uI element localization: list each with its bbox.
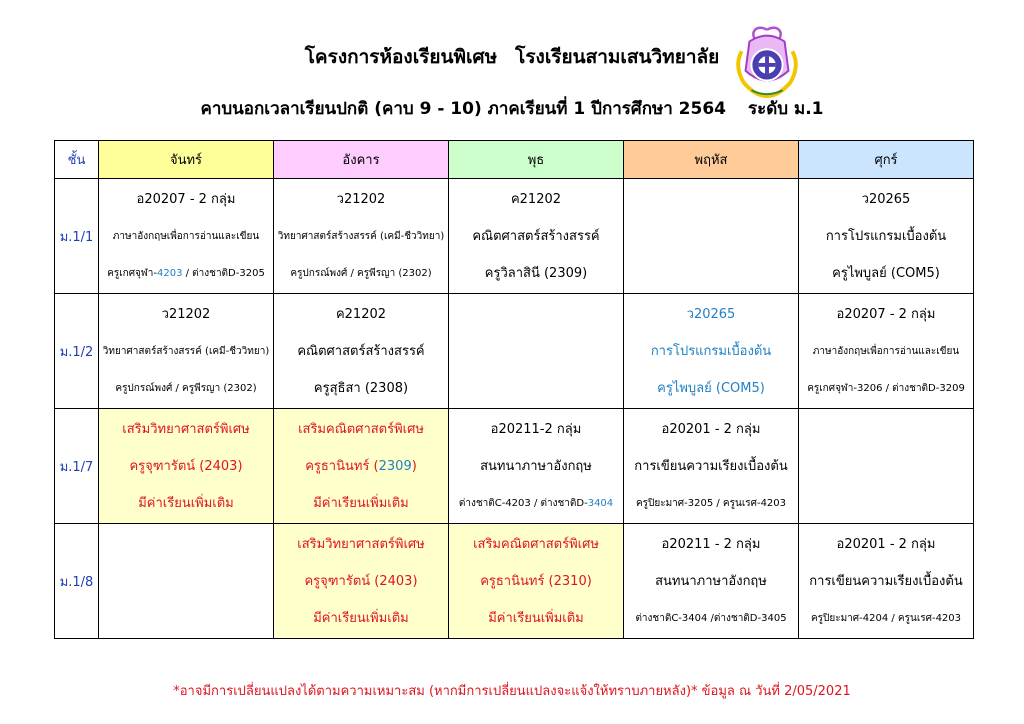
schedule-cell [274, 179, 449, 294]
schedule-cell [449, 179, 624, 294]
empty-cell [449, 294, 624, 409]
extra-fee-note: มีค่าเรียนเพิ่มเติม [488, 610, 584, 626]
course-name: สนทนาภาษาอังกฤษ [655, 573, 767, 589]
schedule-cell [799, 524, 974, 639]
day-header-wednesday: พุธ [449, 141, 624, 179]
teacher-room: ต่างชาติC-3404 /ต่างชาติD-3405 [635, 612, 787, 624]
teacher-room: ครูปกรณ์พงศ์ / ครูพีรญา (2302) [115, 382, 257, 394]
course-code: ค21202 [335, 306, 387, 322]
empty-cell [624, 179, 799, 294]
course-name: การเขียนความเรียงเบื้องต้น [634, 458, 788, 474]
table-row [55, 294, 974, 409]
schedule-cell [799, 179, 974, 294]
teacher-room [449, 485, 623, 522]
schedule-cell [449, 409, 624, 524]
grade-label: ม.1/8 [55, 524, 99, 639]
course-name: คณิตศาสตร์สร้างสรรค์ [472, 228, 600, 244]
teacher-room [274, 448, 448, 485]
teacher-room: ครูวิลาสินี (2309) [484, 265, 588, 281]
school-name: โรงเรียนสามเสนวิทยาลัย [515, 46, 720, 68]
teacher-text-2: ) [411, 458, 417, 474]
schedule-cell [624, 409, 799, 524]
course-code: อ20211-2 กลุ่ม [490, 421, 582, 437]
extra-fee-note: มีค่าเรียนเพิ่มเติม [313, 495, 409, 511]
course-name: ภาษาอังกฤษเพื่อการอ่านและเขียน [112, 230, 260, 242]
grade-label: ม.1/2 [55, 294, 99, 409]
course-name: วิทยาศาสตร์สร้างสรรค์ (เคมี-ชีววิทยา) [277, 230, 445, 242]
room-number: 4203 [156, 267, 183, 279]
schedule-cell [624, 294, 799, 409]
schedule-cell [449, 524, 624, 639]
day-header-tuesday: อังคาร [274, 141, 449, 179]
empty-cell [799, 409, 974, 524]
course-name: เสริมวิทยาศาสตร์พิเศษ [297, 536, 425, 552]
table-row [55, 179, 974, 294]
course-name: การโปรแกรมเบื้องต้น [650, 343, 772, 359]
grade-level: ระดับ ม.1 [748, 99, 824, 119]
schedule-title: คาบนอกเวลาเรียนปกติ (คาบ 9 - 10) ภาคเรียนที่ 1 ปีการศึกษา 2564 [200, 99, 726, 119]
day-header-monday: จันทร์ [99, 141, 274, 179]
extra-fee-note: มีค่าเรียนเพิ่มเติม [138, 495, 234, 511]
schedule-cell [99, 179, 274, 294]
extra-fee-note: มีค่าเรียนเพิ่มเติม [313, 610, 409, 626]
grade-label: ม.1/1 [55, 179, 99, 294]
teacher-room: ครูปิยะมาศ-4204 / ครูนเรศ-4203 [810, 612, 962, 624]
schedule-cell [274, 524, 449, 639]
course-name: คณิตศาสตร์สร้างสรรค์ [297, 343, 425, 359]
school-emblem-icon [728, 22, 806, 100]
course-code: อ20207 - 2 กลุ่ม [136, 191, 236, 207]
course-name: ภาษาอังกฤษเพื่อการอ่านและเขียน [812, 345, 960, 357]
teacher-room [99, 255, 273, 292]
teacher-room: ครูจุฑารัตน์ (2403) [129, 458, 243, 474]
teacher-text: ครูเกศจุฬา- [107, 267, 157, 279]
teacher-room: ครูปิยะมาศ-3205 / ครูนเรศ-4203 [635, 497, 787, 509]
teacher-room: ครูธานินทร์ (2310) [480, 573, 592, 589]
schedule-cell [274, 294, 449, 409]
teacher-room: ครูเกศจุฬา-3206 / ต่างชาติD-3209 [807, 382, 965, 394]
teacher-room: ครูปกรณ์พงศ์ / ครูพีรญา (2302) [290, 267, 432, 279]
teacher-text: ครูธานินทร์ ( [305, 458, 379, 474]
schedule-heading [0, 95, 1024, 122]
room-number: 2309 [378, 458, 412, 474]
teacher-room: ครูสุธิสา (2308) [313, 380, 409, 396]
footer-note: *อาจมีการเปลี่ยนแปลงได้ตามความเหมาะสม (หากมีการเปลี่ยนแปลงจะแจ้งให้ทราบภายหลัง)* ข้อมูล ณ วันที่ 2/05/2021 [173, 684, 851, 699]
course-code: ว20265 [861, 191, 911, 207]
empty-cell [99, 524, 274, 639]
grade-label: ม.1/7 [55, 409, 99, 524]
course-name: การเขียนความเรียงเบื้องต้น [809, 573, 963, 589]
teacher-room: ครูไพบูลย์ (COM5) [832, 265, 940, 281]
day-header-friday: ศุกร์ [799, 141, 974, 179]
header-row [55, 141, 974, 179]
course-code: อ20207 - 2 กลุ่ม [836, 306, 936, 322]
table-row [55, 524, 974, 639]
schedule-table [54, 140, 974, 639]
page-title [0, 42, 1024, 72]
schedule-cell [799, 294, 974, 409]
room-number: 3404 [587, 497, 614, 509]
course-code: ว21202 [336, 191, 386, 207]
teacher-text-2: / ต่างชาติD-3205 [182, 267, 265, 279]
teacher-room: ครูจุฑารัตน์ (2403) [304, 573, 418, 589]
schedule-cell [274, 409, 449, 524]
schedule-cell [624, 524, 799, 639]
course-name: วิทยาศาสตร์สร้างสรรค์ (เคมี-ชีววิทยา) [102, 345, 270, 357]
course-code: อ20211 - 2 กลุ่ม [661, 536, 761, 552]
course-name: เสริมวิทยาศาสตร์พิเศษ [122, 421, 250, 437]
course-name: สนทนาภาษาอังกฤษ [480, 458, 592, 474]
grade-column-header: ชั้น [55, 141, 99, 179]
day-header-thursday: พฤหัส [624, 141, 799, 179]
course-code: อ20201 - 2 กลุ่ม [661, 421, 761, 437]
course-name: การโปรแกรมเบื้องต้น [825, 228, 947, 244]
project-name: โครงการห้องเรียนพิเศษ [304, 46, 498, 68]
course-name: เสริมคณิตศาสตร์พิเศษ [473, 536, 599, 552]
schedule-cell [99, 294, 274, 409]
course-name: เสริมคณิตศาสตร์พิเศษ [298, 421, 424, 437]
teacher-room: ครูไพบูลย์ (COM5) [657, 380, 765, 396]
table-row [55, 409, 974, 524]
schedule-cell [99, 409, 274, 524]
course-code: อ20201 - 2 กลุ่ม [836, 536, 936, 552]
course-code: ว20265 [686, 306, 736, 322]
course-code: ค21202 [510, 191, 562, 207]
teacher-text: ต่างชาติC-4203 / ต่างชาติD- [458, 497, 588, 509]
course-code: ว21202 [161, 306, 211, 322]
